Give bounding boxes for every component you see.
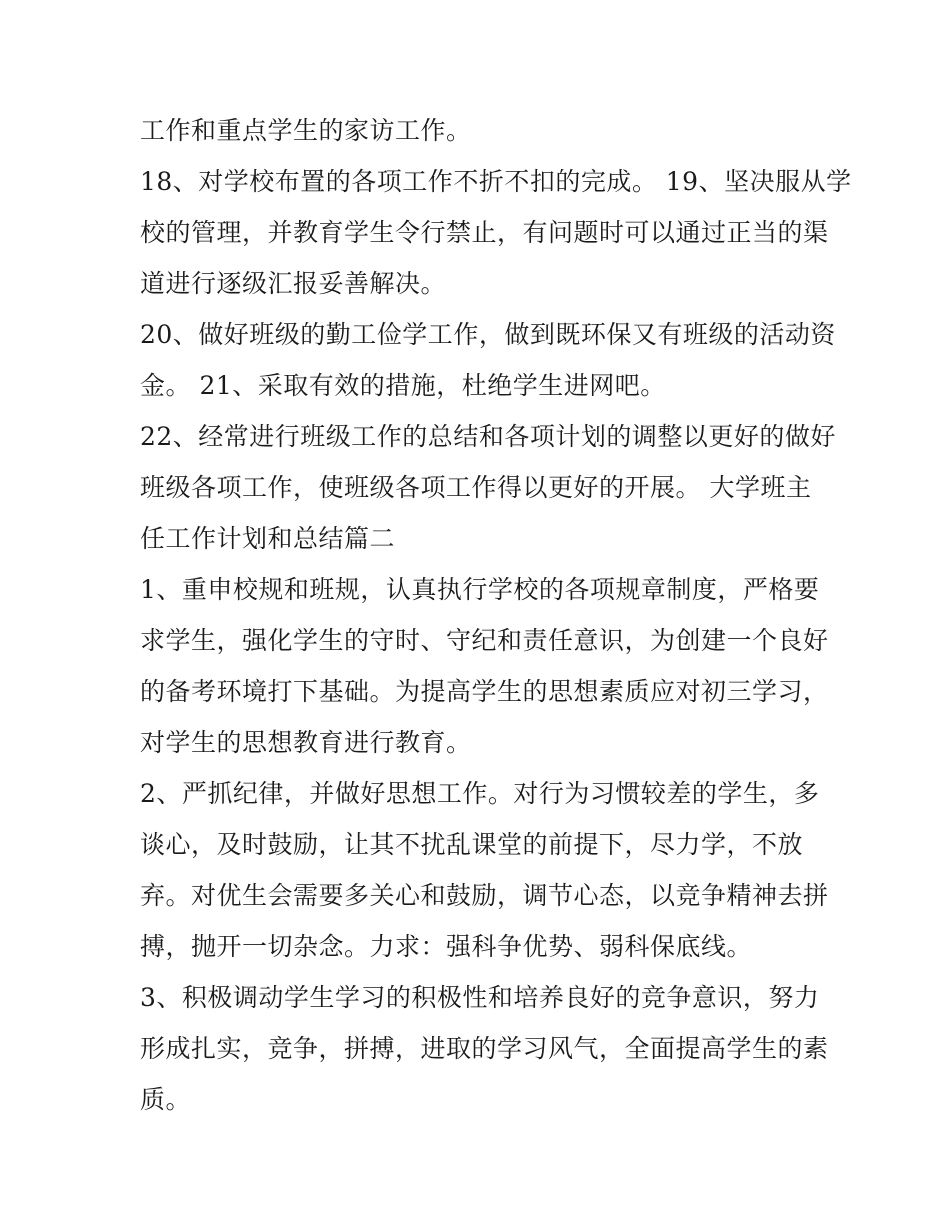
text-line: 3、积极调动学生学习的积极性和培养良好的竞争意识，努力 — [140, 983, 820, 1012]
text-line: 20、做好班级的勤工俭学工作，做到既环保又有班级的活动资 — [140, 320, 836, 349]
section-heading-line: 任工作计划和总结篇二 — [140, 524, 396, 553]
text-line: 质。 — [140, 1085, 192, 1114]
text-line: 形成扎实，竞争，拼搏，进取的学习风气，全面提高学生的素 — [140, 1034, 829, 1063]
text-line: 工作和重点学生的家访工作。 — [140, 116, 472, 145]
text-line: 谈心，及时鼓励，让其不扰乱课堂的前提下，尽力学，不放 — [140, 830, 804, 859]
text-line: 弃。对优生会需要多关心和鼓励，调节心态，以竞争精神去拼 — [140, 881, 829, 910]
text-line: 搏，抛开一切杂念。力求：强科争优势、弱科保底线。 — [140, 932, 753, 961]
text-line: 校的管理，并教育学生令行禁止，有问题时可以通过正当的渠 — [140, 218, 829, 247]
text-line: 道进行逐级汇报妥善解决。 — [140, 269, 447, 298]
text-line: 对学生的思想教育进行教育。 — [140, 728, 472, 757]
text-line: 的备考环境打下基础。为提高学生的思想素质应对初三学习， — [140, 677, 829, 706]
text-line: 18、对学校布置的各项工作不折不扣的完成。 19、坚决服从学 — [140, 167, 852, 196]
text-line: 金。 21、采取有效的措施，杜绝学生进网吧。 — [140, 371, 666, 400]
text-line: 1、重申校规和班规，认真执行学校的各项规章制度，严格要 — [140, 575, 820, 604]
text-line: 班级各项工作，使班级各项工作得以更好的开展。 大学班主 — [140, 473, 812, 502]
document-body — [140, 105, 852, 1125]
text-line: 2、严抓纪律，并做好思想工作。对行为习惯较差的学生，多 — [140, 779, 820, 808]
text-line: 22、经常进行班级工作的总结和各项计划的调整以更好的做好 — [140, 422, 836, 451]
text-line: 求学生，强化学生的守时、守纪和责任意识，为创建一个良好 — [140, 626, 829, 655]
